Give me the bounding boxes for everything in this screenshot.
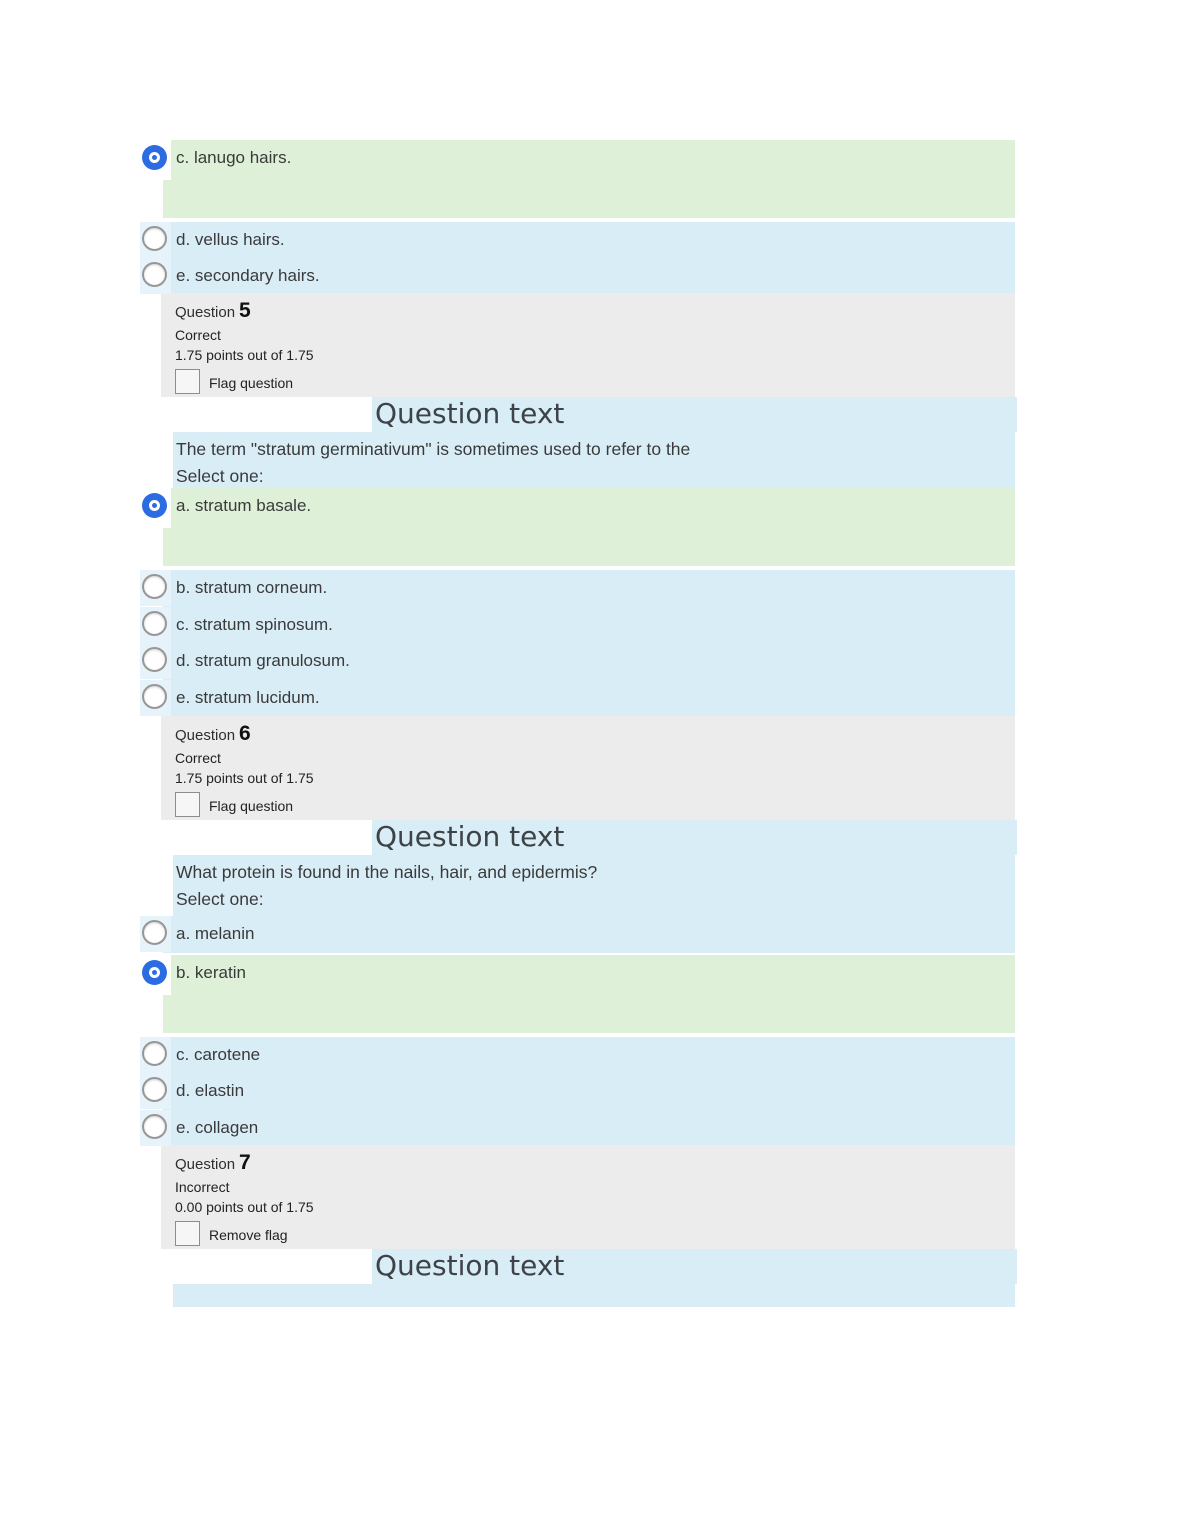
question-info-block bbox=[161, 716, 1015, 820]
question-formulation-partial bbox=[173, 1284, 1015, 1307]
question-number: 6 bbox=[239, 722, 251, 745]
question-grade: 1.75 points out of 1.75 bbox=[175, 347, 314, 363]
flag-label: Flag question bbox=[209, 798, 294, 814]
select-one-prompt: Select one: bbox=[176, 466, 264, 486]
radio-selected-icon[interactable] bbox=[142, 960, 167, 985]
answer-option-label: c. lanugo hairs. bbox=[176, 148, 292, 167]
radio-unselected-icon[interactable] bbox=[142, 920, 167, 945]
radio-unselected-icon[interactable] bbox=[142, 1077, 167, 1102]
flag-row bbox=[175, 1221, 1015, 1246]
answer-option-label: e. stratum lucidum. bbox=[176, 688, 320, 707]
question-word: Question bbox=[175, 727, 236, 744]
answer-option[interactable] bbox=[163, 1073, 1015, 1110]
answer-option-label: d. vellus hairs. bbox=[176, 230, 285, 249]
question-info-block bbox=[161, 293, 1015, 397]
answer-option-label: d. elastin bbox=[176, 1081, 245, 1100]
question-text: What protein is found in the nails, hair, and epidermis? bbox=[176, 862, 598, 882]
answer-option[interactable] bbox=[163, 916, 1015, 953]
question-text: The term "stratum germinativum" is sometimes used to refer to the bbox=[176, 439, 691, 459]
question-number: 7 bbox=[239, 1151, 251, 1174]
answer-option-label: b. stratum corneum. bbox=[176, 578, 328, 597]
answer-option[interactable] bbox=[163, 488, 1015, 566]
answer-option-label: c. stratum spinosum. bbox=[176, 615, 333, 634]
radio-unselected-icon[interactable] bbox=[142, 1041, 167, 1066]
heading-white-box bbox=[161, 397, 372, 432]
answer-option-label: d. stratum granulosum. bbox=[176, 651, 350, 670]
question-number-line bbox=[175, 1151, 1015, 1175]
question-text-heading bbox=[161, 397, 1017, 432]
flag-checkbox[interactable] bbox=[175, 792, 200, 817]
question-number: 5 bbox=[239, 299, 251, 322]
quiz-review-page bbox=[140, 140, 1020, 1307]
answer-option-label: b. keratin bbox=[176, 963, 246, 982]
question-info-block bbox=[161, 1145, 1015, 1249]
flag-row bbox=[175, 792, 1015, 817]
question-state: Correct bbox=[175, 750, 221, 766]
answer-option-label: e. secondary hairs. bbox=[176, 266, 320, 285]
radio-selected-icon[interactable] bbox=[142, 145, 167, 170]
answer-option[interactable] bbox=[163, 570, 1015, 607]
question-number-line bbox=[175, 722, 1015, 746]
answer-option[interactable] bbox=[163, 258, 1015, 293]
question-grade: 0.00 points out of 1.75 bbox=[175, 1199, 314, 1215]
question-text-title: Question text bbox=[372, 1249, 1017, 1284]
question-text-heading bbox=[161, 1249, 1017, 1284]
answer-option-label: e. collagen bbox=[176, 1118, 259, 1137]
question-text-title: Question text bbox=[372, 397, 1017, 432]
answer-option-label: a. melanin bbox=[176, 924, 255, 943]
question-text-title: Question text bbox=[372, 820, 1017, 855]
radio-unselected-icon[interactable] bbox=[142, 684, 167, 709]
question-formulation bbox=[173, 432, 1015, 488]
radio-unselected-icon[interactable] bbox=[142, 262, 167, 287]
radio-unselected-icon[interactable] bbox=[142, 574, 167, 599]
answer-option[interactable] bbox=[163, 607, 1015, 643]
flag-checkbox[interactable] bbox=[175, 1221, 200, 1246]
radio-selected-icon[interactable] bbox=[142, 493, 167, 518]
answer-option-label: c. carotene bbox=[176, 1045, 261, 1064]
flag-checkbox[interactable] bbox=[175, 369, 200, 394]
question-grade: 1.75 points out of 1.75 bbox=[175, 770, 314, 786]
select-one-prompt: Select one: bbox=[176, 889, 264, 909]
radio-unselected-icon[interactable] bbox=[142, 611, 167, 636]
answer-option[interactable] bbox=[163, 955, 1015, 1033]
answer-option[interactable] bbox=[163, 140, 1015, 218]
question-text-heading bbox=[161, 820, 1017, 855]
radio-unselected-icon[interactable] bbox=[142, 647, 167, 672]
answer-option[interactable] bbox=[163, 643, 1015, 680]
flag-row bbox=[175, 369, 1015, 394]
question-number-line bbox=[175, 299, 1015, 323]
flag-label: Remove flag bbox=[209, 1227, 288, 1243]
radio-unselected-icon[interactable] bbox=[142, 226, 167, 251]
flag-label: Flag question bbox=[209, 375, 294, 391]
question-formulation bbox=[173, 855, 1015, 916]
answer-option[interactable] bbox=[163, 222, 1015, 258]
answer-option[interactable] bbox=[163, 1037, 1015, 1073]
answer-option[interactable] bbox=[163, 680, 1015, 716]
question-state: Correct bbox=[175, 327, 221, 343]
radio-unselected-icon[interactable] bbox=[142, 1114, 167, 1139]
answer-option-label: a. stratum basale. bbox=[176, 496, 312, 515]
heading-white-box bbox=[161, 820, 372, 855]
question-state: Incorrect bbox=[175, 1179, 230, 1195]
question-word: Question bbox=[175, 304, 236, 321]
answer-option[interactable] bbox=[163, 1110, 1015, 1145]
question-word: Question bbox=[175, 1156, 236, 1173]
heading-white-box bbox=[161, 1249, 372, 1284]
